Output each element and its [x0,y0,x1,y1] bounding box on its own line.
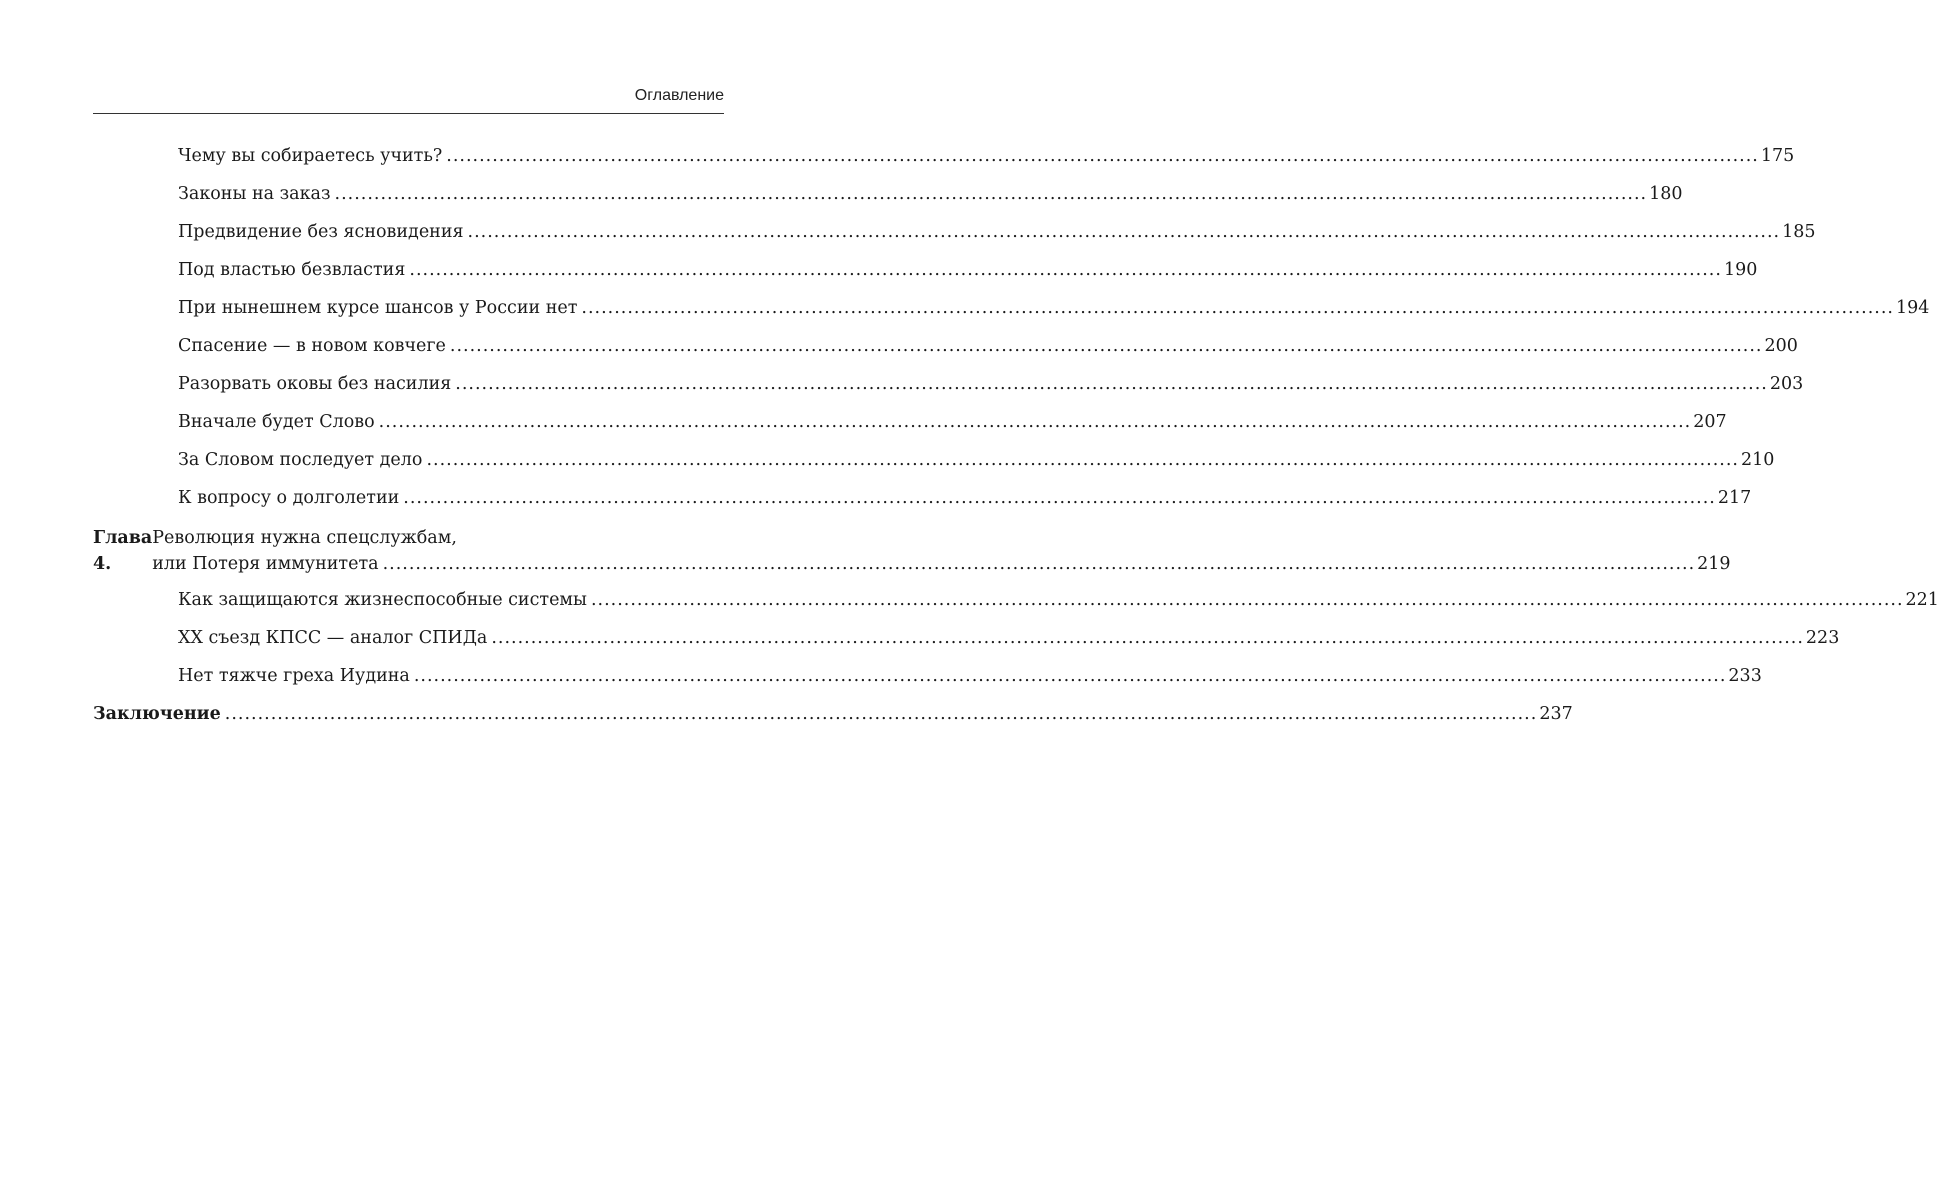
toc-entry[interactable] [93,365,1804,403]
toc-entry[interactable] [93,251,1758,289]
toc-entry-page: 194 [1895,298,1930,318]
toc-entry-title: К вопросу о долголетии [178,488,400,508]
dot-leader [491,619,1804,657]
toc-entry[interactable] [93,441,1775,479]
chapter-title-line2-row [152,551,1730,577]
chapter-label: Глава 4. [93,528,153,574]
toc-entry[interactable] [93,327,1798,365]
toc-entry[interactable] [93,657,1762,695]
toc-entry-page: 223 [1805,628,1840,648]
toc-entry-page: 200 [1764,336,1798,356]
table-of-contents [93,137,1939,733]
toc-entry-title: Чему вы собираетесь учить? [178,146,443,166]
running-head [93,87,724,114]
toc-entry-title: Под властью безвластия [178,260,406,280]
toc-entry-title: Законы на заказ [178,184,331,204]
toc-entry-title: Спасение — в новом ковчеге [178,336,446,356]
dot-leader [468,213,1781,251]
chapter-page: 219 [1697,554,1731,574]
toc-entry-title: Нет тяжче греха Иудина [178,666,410,686]
dot-leader [426,441,1739,479]
toc-entry[interactable] [93,289,1930,327]
toc-entry-title: Как защищаются жизнеспособные системы [178,590,587,610]
toc-entry-page: 210 [1741,450,1775,470]
toc-entry-page: 221 [1905,590,1939,610]
dot-leader [335,175,1648,213]
toc-entry[interactable] [93,581,1939,619]
running-title: Оглавление [634,87,724,104]
chapter-title-line2: или Потеря иммунитета [152,554,379,574]
toc-entry[interactable] [93,175,1683,213]
toc-entry-page: 233 [1728,666,1762,686]
toc-entry-title: За Словом последует дело [178,450,423,470]
toc-chapter-entry[interactable] [93,517,1731,581]
dot-leader [409,251,1722,289]
dot-leader [591,581,1904,619]
dot-leader [379,403,1692,441]
dot-leader [383,551,1696,577]
toc-entry-page: 203 [1769,374,1804,394]
toc-entry-title: Разорвать оковы без насилия [178,374,452,394]
dot-leader [403,479,1716,517]
dot-leader [446,137,1759,175]
dot-leader [581,289,1894,327]
toc-entry-page: 185 [1782,222,1816,242]
toc-entry-title: XX съезд КПСС — аналог СПИДа [178,628,488,648]
toc-entry-page: 217 [1717,488,1752,508]
dot-leader [414,657,1727,695]
dot-leader [450,327,1763,365]
toc-entry-title: Предвидение без ясновидения [178,222,464,242]
dot-leader [225,695,1538,733]
toc-entry-page: 190 [1723,260,1758,280]
conclusion-page: 237 [1539,704,1573,724]
toc-entry[interactable] [93,213,1816,251]
dot-leader [455,365,1768,403]
toc-entry[interactable] [93,479,1752,517]
toc-entry-page: 180 [1649,184,1683,204]
toc-conclusion-entry[interactable] [93,695,1573,733]
chapter-title-line1: Революция нужна спецслужбам, [152,528,457,548]
toc-entry[interactable] [93,137,1795,175]
conclusion-title: Заключение [93,704,221,724]
toc-entry-page: 207 [1693,412,1727,432]
toc-entry-title: Вначале будет Слово [178,412,375,432]
toc-entry-title: При нынешнем курсе шансов у России нет [178,298,578,318]
toc-entry[interactable] [93,619,1840,657]
toc-entry-page: 175 [1760,146,1795,166]
toc-entry[interactable] [93,403,1727,441]
